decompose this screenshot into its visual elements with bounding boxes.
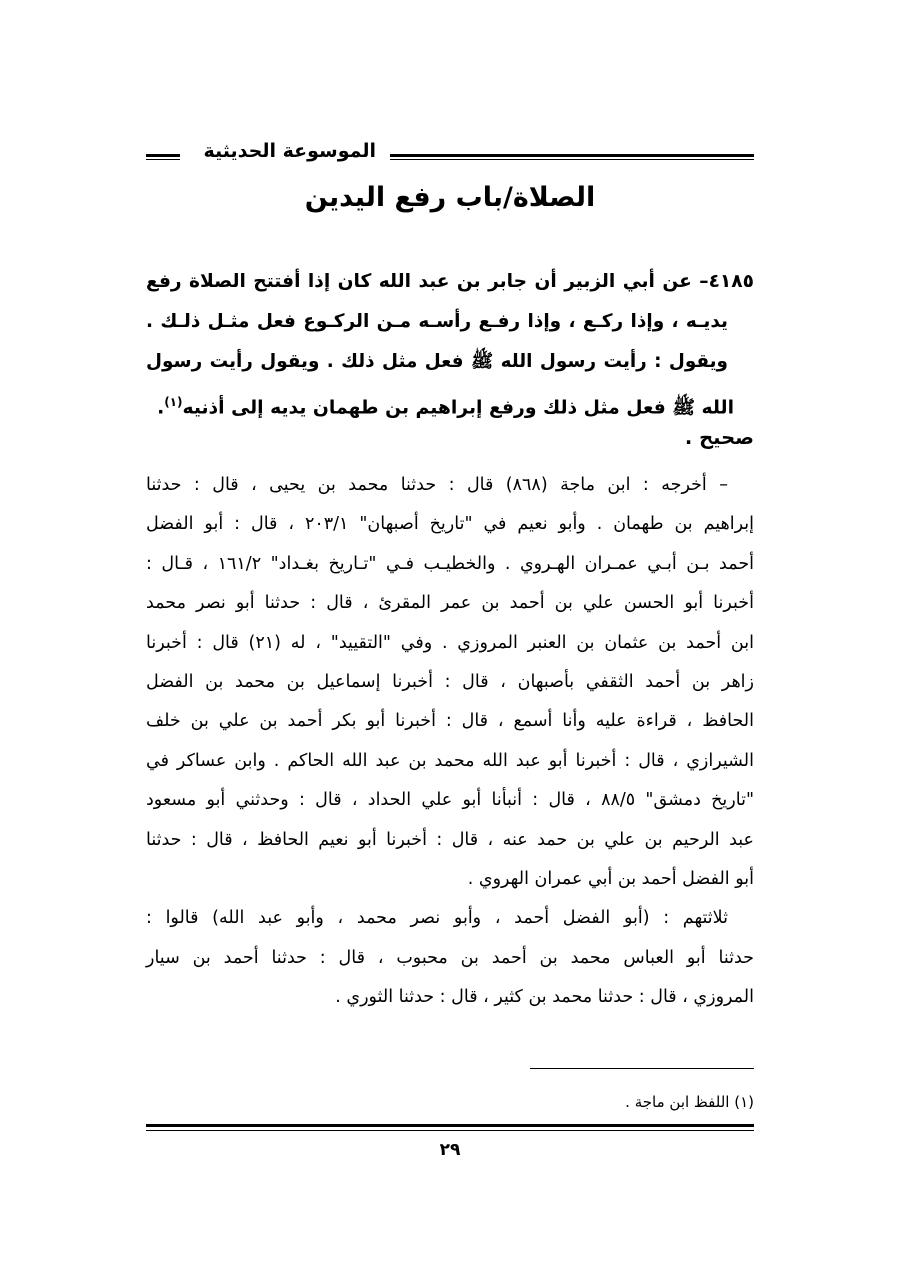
takhrij-line: عبد الرحيم بن علي بن حمد عنه ، قال : أخبرنا أبو نعيم الحافظ ، قال : حدثنا <box>146 829 754 850</box>
takhrij-line: ثلاثتهم : (أبو الفضل أحمد ، وأبو نصر محمد ، وأبو عبد الله) قالوا : <box>146 908 728 929</box>
takhrij-line: الشيرازي ، قال : أخبرنا أبو عبد الله محمد بن عبد الله الحاكم . وابن عساكر في <box>146 750 754 771</box>
takhrij-line: أخبرنا أبو الحسن علي بن أحمد بن عمر المقرئ ، قال : حدثنا أبو نصر محمد <box>146 593 754 614</box>
takhrij-line: "تاريخ دمشق" ٨٨/٥ ، قال : أنبأنا أبو علي الحداد ، قال : وحدثني أبو مسعود <box>146 790 754 811</box>
footnote-marker: (١) <box>164 395 183 409</box>
takhrij-line: – أخرجه : ابن ماجة (٨٦٨) قال : حدثنا محمد بن يحيى ، قال : حدثنا <box>146 475 728 495</box>
hadith-end-mark: . <box>157 397 165 419</box>
hadith-line: ٤١٨٥– عن أبي الزبير أن جابر بن عبد الله كان إذا أفتتح الصلاة رفع <box>146 271 754 292</box>
takhrij-line: المروزي ، قال : حدثنا محمد بن كثير ، قال : حدثنا الثوري . <box>335 987 754 1008</box>
header-rule-left <box>146 154 180 160</box>
hadith-line: الله ﷺ فعل مثل ذلك ورفع إبراهيم بن طهمان يديه إلى أذنيه <box>182 397 734 419</box>
page-number: ٢٩ <box>439 1140 461 1160</box>
footnote-separator <box>530 1068 754 1069</box>
section-title: الصلاة/باب رفع اليدين <box>304 182 596 213</box>
takhrij-line: الحافظ ، قراءة عليه وأنا أسمع ، قال : أخبرنا أبو بكر أحمد بن علي بن خلف <box>146 711 754 732</box>
takhrij-line: حدثنا أبو العباس محمد بن أحمد بن محبوب ، قال : حدثنا أحمد بن سيار <box>146 947 754 968</box>
running-header <box>146 138 754 172</box>
takhrij-text <box>146 466 754 1018</box>
header-rule-right <box>390 154 754 160</box>
takhrij-line: أحمد بـن أبـي عمـران الهـروي . والخطيـب فـي "تـاريخ بغـداد" ١٦١/٢ ، قـال : <box>146 553 754 574</box>
takhrij-line: زاهر بن أحمد الثقفي بأصبهان ، قال : أخبرنا إسماعيل بن محمد بن الفضل <box>146 672 754 693</box>
hadith-line: ويقول : رأيت رسول الله ﷺ فعل مثل ذلك . ويقول رأيت رسول <box>146 351 728 372</box>
running-title: الموسوعة الحديثية <box>203 140 376 162</box>
takhrij-line: ابن أحمد بن عثمان بن العنبر المروزي . وفي "التقييد" ، له (٢١) قال : أخبرنا <box>146 632 754 653</box>
hadith-line-last <box>146 382 754 428</box>
takhrij-line: أبو الفضل أحمد بن أبي عمران الهروي . <box>467 869 754 890</box>
footnote: (١) اللفظ ابن ماجة . <box>625 1093 754 1111</box>
hadith-text <box>146 262 754 428</box>
hadith-grade: صحيح . <box>684 426 754 449</box>
footer-rule <box>146 1124 754 1131</box>
hadith-line: يديـه ، وإذا ركـع ، وإذا رفـع رأسـه مـن الركـوع فعل مثـل ذلـك . <box>146 311 728 332</box>
takhrij-line: إبراهيم بن طهمان . وأبو نعيم في "تاريخ أصبهان" ٢٠٣/١ ، قال : أبو الفضل <box>146 514 754 535</box>
